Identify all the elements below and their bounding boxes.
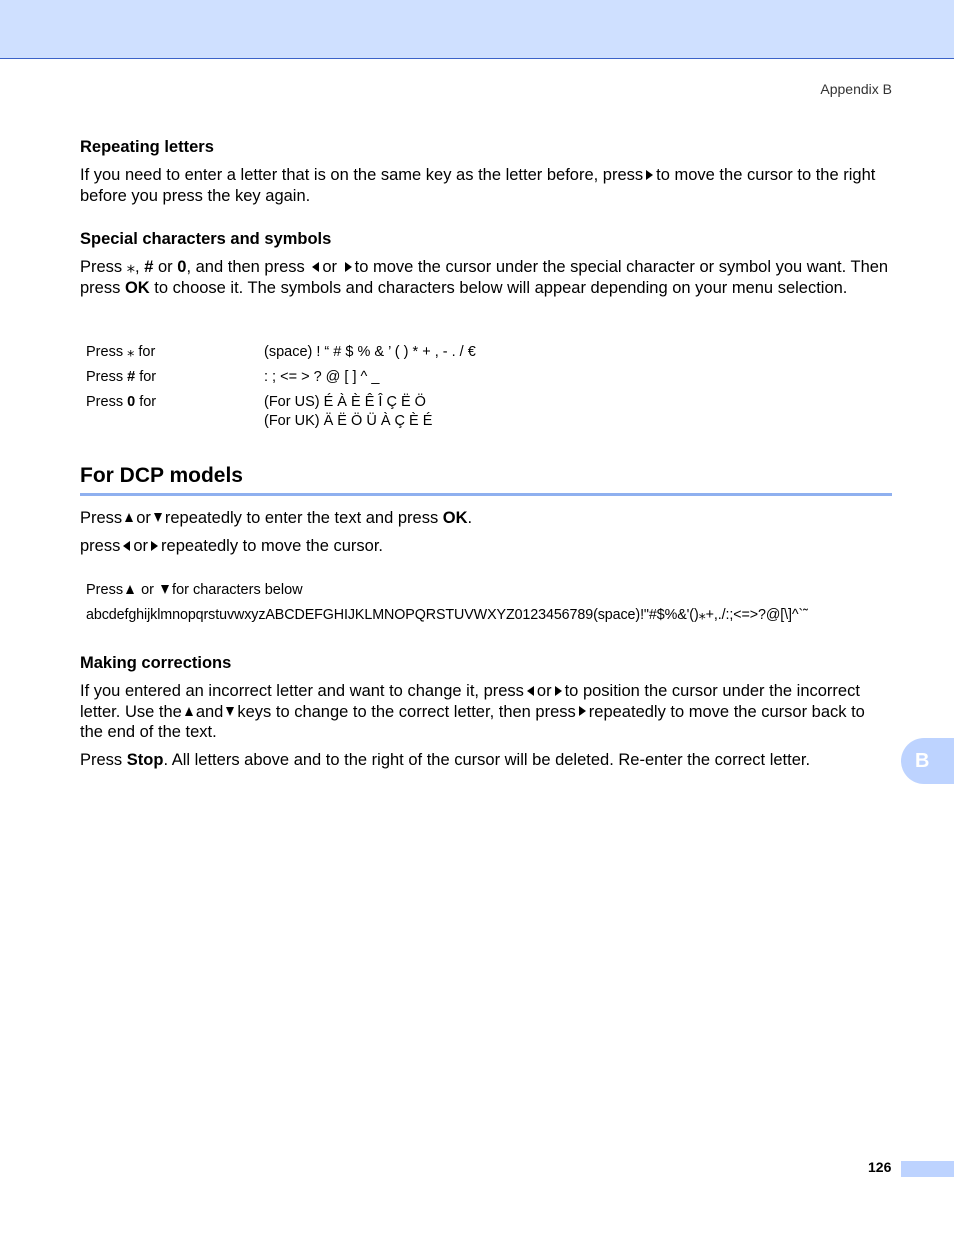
ok-key: OK [124, 278, 150, 297]
text: Press [86, 344, 124, 360]
dcp-charset: abcdefghijklmnopqrstuvwxyzABCDEFGHIJKLMNOPQRSTUVWXYZ0123456789(space)!"#$%&'()⁎+,./:;<=>?@[\]^`˜ [86, 607, 808, 623]
text: , [135, 258, 140, 276]
text: Press [86, 582, 124, 598]
right-arrow-icon [555, 686, 562, 696]
special-row-star [86, 343, 476, 362]
text: Press [86, 394, 124, 410]
text: to move the cursor to the right before you press the key again. [80, 166, 876, 205]
right-arrow-icon [151, 541, 158, 551]
text: Press [80, 258, 123, 276]
text: press [80, 537, 121, 555]
down-arrow-icon [226, 707, 234, 716]
zero-key: 0 [177, 258, 187, 276]
text: or [536, 682, 552, 700]
up-arrow-icon [125, 513, 133, 522]
text: , and then press [186, 258, 305, 276]
down-arrow-icon [154, 513, 162, 522]
dcp-line-1 [80, 508, 892, 529]
special-row-hash [86, 368, 380, 387]
paragraph-corrections-1 [80, 681, 892, 743]
text: Press [86, 369, 124, 385]
star-key: ⁎ [126, 258, 136, 276]
left-arrow-icon [123, 541, 130, 551]
heading-special-characters: Special characters and symbols [80, 230, 332, 248]
text: or [133, 537, 149, 555]
text: to position the cursor under the incorrect letter. Use the [80, 682, 860, 721]
text: or [141, 582, 155, 598]
char-list: (space) ! “ # $ % & ’ ( ) * + , - . / € [264, 344, 476, 360]
text: Press [80, 509, 123, 527]
text: or [158, 258, 173, 276]
text: If you entered an incorrect letter and want to change it, press [80, 682, 524, 700]
text: for [139, 369, 157, 385]
text: to choose it. The symbols and characters below will appear depending on your menu selection. [154, 278, 848, 297]
char-list-us: (For US) É À È Ê Î Ç Ë Ö [264, 394, 426, 410]
text: or [322, 258, 338, 276]
up-arrow-icon [185, 707, 193, 716]
paragraph-special [80, 257, 892, 298]
text: for [139, 394, 157, 410]
paragraph-corrections-2 [80, 750, 892, 771]
text: for characters below [172, 582, 303, 598]
heading-repeating-letters: Repeating letters [80, 138, 214, 156]
text: Press [80, 751, 123, 769]
stop-key: Stop [126, 751, 164, 769]
heading-making-corrections: Making corrections [80, 654, 232, 672]
text: . All letters above and to the right of the cursor will be deleted. Re-enter the correct letter. [163, 751, 811, 769]
paragraph-repeating [80, 165, 892, 206]
special-row-zero [86, 393, 433, 429]
top-header-band [0, 0, 954, 59]
down-arrow-icon [161, 585, 169, 594]
heading-dcp-models: For DCP models [80, 464, 892, 496]
ok-key: OK [442, 509, 468, 527]
right-arrow-icon [579, 706, 586, 716]
hash-key: # [127, 369, 136, 385]
char-list: : ; <= > ? @ [ ] ^ _ [264, 369, 380, 385]
text: and [195, 702, 224, 721]
text: If you need to enter a letter that is on the same key as the letter before, press [80, 166, 644, 184]
right-arrow-icon [646, 170, 653, 180]
char-list-uk: (For UK) Ä Ë Ö Ü À Ç È É [264, 413, 433, 429]
hash-key: # [144, 258, 154, 276]
text: repeatedly to move the cursor. [161, 537, 383, 555]
appendix-side-tab: B [901, 738, 954, 784]
star-key: ⁎ [127, 344, 135, 360]
text: for [138, 344, 156, 360]
text: keys to change to the correct letter, then press [237, 702, 576, 721]
dcp-line-2 [80, 536, 892, 557]
section-label: Appendix B [820, 81, 892, 97]
dcp-row-label [86, 581, 303, 600]
left-arrow-icon [312, 262, 319, 272]
zero-key: 0 [127, 394, 136, 410]
text: . [467, 509, 473, 527]
page-number: 126 [868, 1159, 892, 1175]
page-number-bar [901, 1161, 954, 1177]
up-arrow-icon [126, 585, 134, 594]
text: to move the cursor under the special character or symbol you want. Then press [80, 258, 889, 297]
text: or [136, 509, 151, 527]
right-arrow-icon [345, 262, 352, 272]
text: repeatedly to enter the text and press [164, 509, 439, 527]
text: repeatedly to move the cursor back to the end of the text. [80, 702, 865, 741]
left-arrow-icon [527, 686, 534, 696]
